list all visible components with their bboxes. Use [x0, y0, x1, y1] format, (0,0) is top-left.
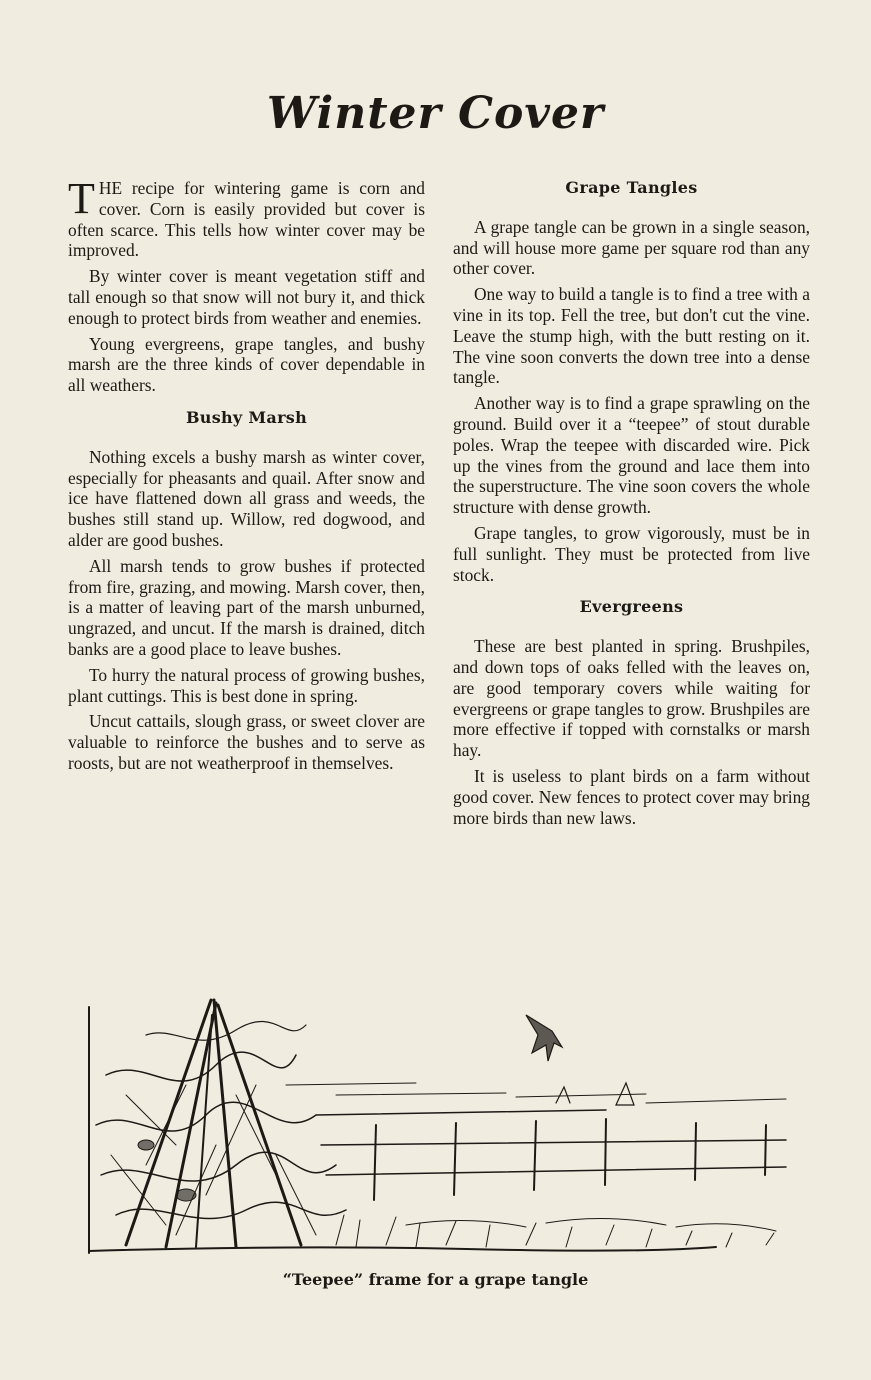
paragraph: Grape tangles, to grow vigorously, must be in full sunlight. They must be protected from live stock. [453, 522, 810, 585]
right-column [453, 178, 810, 833]
paragraph: Uncut cattails, slough grass, or sweet clover are valuable to reinforce the bushes and to serve as roosts, but are not weatherproof in themselves. [68, 711, 425, 773]
paragraph: Nothing excels a bushy marsh as winter cover, especially for pheasants and quail. After snow and ice have flattened down all grass and weeds, the bushes still stand up. Willow, red dogwood, and alder are good bushes. [68, 446, 425, 550]
paragraph: By winter cover is meant vegetation stiff and tall enough so that snow will not bury it, and thick enough to protect birds from weather and enemies. [68, 266, 425, 328]
paragraph: Another way is to find a grape sprawling on the ground. Build over it a “teepee” of stout durable poles. Wrap the teepee with discarded wire. Pick up the vines from the ground and lace them into the superstructure. The vine soon covers the whole structure with dense growth. [453, 393, 810, 518]
intro-paragraph [68, 174, 425, 261]
paragraph: To hurry the natural process of growing bushes, plant cuttings. This is best done in spring. [68, 664, 425, 706]
section-heading-grape-tangles: Grape Tangles [565, 178, 698, 197]
page-title: Winter Cover [266, 88, 605, 139]
drop-cap: T [68, 174, 95, 223]
teepee-grape-tangle-drawing-icon [86, 995, 798, 1255]
section-heading-evergreens: Evergreens [579, 597, 684, 617]
paragraph: It is useless to plant birds on a farm without good cover. New fences to protect cover may bring more birds than new laws. [453, 765, 810, 828]
paragraph: All marsh tends to grow bushes if protected from fire, grazing, and mowing. Marsh cover, then, is a matter of leaving part of the marsh unburned, ungrazed, and uncut. If the marsh is drained, ditch banks are a good place to leave bushes. [68, 555, 425, 659]
paragraph: A grape tangle can be grown in a single season, and will house more game per square rod than any other cover. [453, 216, 810, 279]
paragraph: These are best planted in spring. Brushpiles, and down tops of oaks felled with the leaves on, are good temporary covers while waiting for evergreens or grape tangles to grow. Brushpiles are more effective if topped with cornstalks or marsh hay. [453, 636, 810, 761]
figure-caption: “Teepee” frame for a grape tangle [282, 1270, 589, 1289]
section-heading-bushy-marsh: Bushy Marsh [185, 407, 308, 427]
paragraph: Young evergreens, grape tangles, and bushy marsh are the three kinds of cover dependable in all weathers. [68, 333, 425, 396]
paragraph: One way to build a tangle is to find a tree with a vine in its top. Fell the tree, but don't cut the vine. Leave the stump high, with the butt resting on it. The vine soon converts the down tree into a dense tangle. [453, 284, 810, 388]
left-column [68, 174, 425, 779]
intro-text: HE recipe for wintering game is corn and cover. Corn is easily provided but cover is often scarce. This tells how winter cover may be improved. [68, 178, 425, 261]
